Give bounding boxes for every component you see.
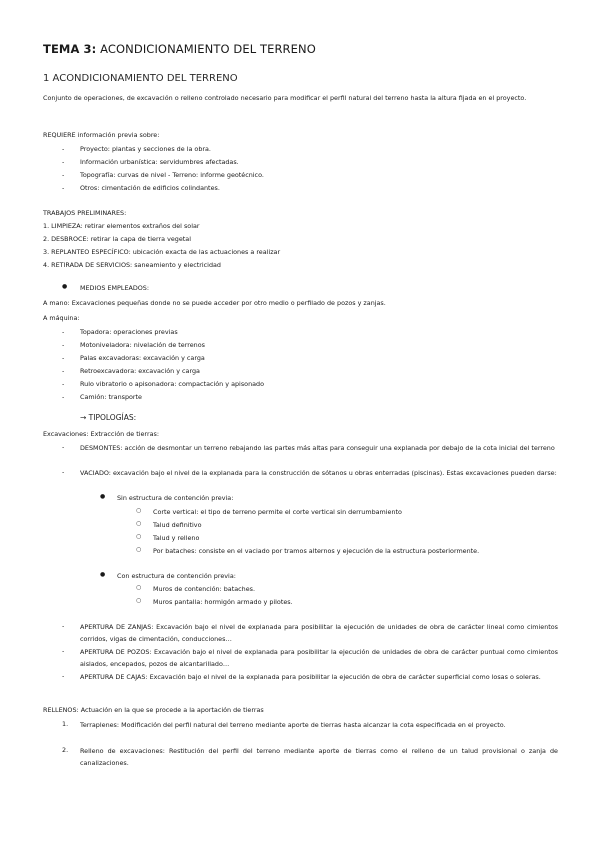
sin-estructura-label: Sin estructura de contención previa: bbox=[117, 494, 234, 502]
vaciado-paragraph: VACIADO: excavación bajo el nivel de la explanada para la construcción de sótanos u obras enterradas (piscinas). Estas excavaciones pueden darse: bbox=[80, 469, 557, 477]
desmontes-paragraph: DESMONTES: acción de desmontar un terreno rebajando las partes más altas para conseguir una explanada por debajo de la cota inicial del terreno bbox=[80, 444, 555, 452]
list-item: Corte vertical: el tipo de terreno permite el corte vertical sin derrumbamiento bbox=[153, 508, 402, 516]
list-item: Rulo vibratorio o apisonadora: compactación y apisonado bbox=[80, 380, 264, 388]
list-item: 3. REPLANTEO ESPECÍFICO: ubicación exacta de las actuaciones a realizar bbox=[43, 248, 281, 256]
circle-marker: ○ bbox=[136, 520, 142, 527]
dash-marker: - bbox=[62, 647, 65, 655]
list-item: 4. RETIRADA DE SERVICIOS: saneamiento y electricidad bbox=[43, 261, 221, 269]
a-maquina-label: A máquina: bbox=[43, 314, 80, 322]
dash-marker: - bbox=[62, 443, 65, 451]
list-item: Topadora: operaciones previas bbox=[80, 328, 178, 336]
list-item: Topografía: curvas de nivel - Terreno: informe geotécnico. bbox=[80, 171, 264, 179]
requiere-heading: REQUIERE información previa sobre: bbox=[43, 131, 160, 139]
bullet-marker: ● bbox=[100, 571, 106, 578]
dash-marker: - bbox=[62, 171, 65, 179]
circle-marker: ○ bbox=[136, 533, 142, 540]
list-item: Muros de contención: bataches. bbox=[153, 585, 255, 593]
dash-marker: - bbox=[62, 158, 65, 166]
list-number: 1. bbox=[62, 720, 69, 728]
document-title: TEMA 3: ACONDICIONAMIENTO DEL TERRENO bbox=[43, 42, 316, 56]
tipologias-heading: → TIPOLOGÍAS: bbox=[80, 413, 137, 422]
dash-marker: - bbox=[62, 468, 65, 476]
list-item: Por bataches: consiste en el vaciado por tramos alternos y ejecución de la estructura posteriormente. bbox=[153, 547, 480, 555]
list-number: 2. bbox=[62, 746, 69, 754]
circle-marker: ○ bbox=[136, 546, 142, 553]
cajas-paragraph: APERTURA DE CAJAS: Excavación bajo el nivel de la explanada para posibilitar la ejecución de obra de carácter superficial como losas o soleras. bbox=[80, 673, 541, 681]
list-item: Talud y relleno bbox=[153, 534, 200, 542]
excavaciones-label: Excavaciones: Extracción de tierras: bbox=[43, 430, 159, 438]
dash-marker: - bbox=[62, 380, 65, 388]
list-item: Información urbanística: servidumbres afectadas. bbox=[80, 158, 239, 166]
list-item: Palas excavadoras: excavación y carga bbox=[80, 354, 205, 362]
list-item: Talud definitivo bbox=[153, 521, 202, 529]
dash-marker: - bbox=[62, 145, 65, 153]
list-item: 2. DESBROCE: retirar la capa de tierra vegetal bbox=[43, 235, 191, 243]
circle-marker: ○ bbox=[136, 507, 142, 514]
dash-marker: - bbox=[62, 341, 65, 349]
zanjas-paragraph: APERTURA DE ZANJAS: Excavación bajo el nivel de explanada para posibilitar la ejecución de unidades de obra de carácter lineal como cimientos corridos, vigas de cimentación, conducciones… bbox=[80, 623, 559, 643]
list-item: Muros pantalla: hormigón armado y pilotes. bbox=[153, 598, 293, 606]
list-item: 1. LIMPIEZA: retirar elementos extraños del solar bbox=[43, 222, 200, 230]
dash-marker: - bbox=[62, 367, 65, 375]
dash-marker: - bbox=[62, 184, 65, 192]
trabajos-heading: TRABAJOS PRELIMINARES: bbox=[43, 209, 127, 217]
con-estructura-label: Con estructura de contención previa: bbox=[117, 572, 236, 580]
dash-marker: - bbox=[62, 354, 65, 362]
dash-marker: - bbox=[62, 393, 65, 401]
pozos-paragraph: APERTURA DE POZOS: Excavación bajo el nivel de explanada para posibilitar la ejecución de unidades de obra de carácter puntual como cimientos aislados, encepados, pozos de alcantarillado… bbox=[80, 648, 558, 668]
bullet-marker: ● bbox=[100, 493, 106, 500]
bullet-marker: ● bbox=[62, 283, 68, 290]
circle-marker: ○ bbox=[136, 597, 142, 604]
list-item: Retroexcavadora: excavación y carga bbox=[80, 367, 200, 375]
rellenos-heading: RELLENOS: Actuación en la que se procede a la aportación de tierras bbox=[43, 706, 264, 714]
intro-paragraph: Conjunto de operaciones, de excavación o relleno controlado necesario para modificar el perfil natural del terreno hasta la altura fijada en el proyecto. bbox=[43, 94, 527, 102]
list-item: Camión: transporte bbox=[80, 393, 142, 401]
circle-marker: ○ bbox=[136, 584, 142, 591]
a-mano-paragraph: A mano: Excavaciones pequeñas donde no se puede acceder por otro medio o perfilado de pozos y zanjas. bbox=[43, 299, 386, 307]
dash-marker: - bbox=[62, 622, 65, 630]
section-heading: 1 ACONDICIONAMIENTO DEL TERRENO bbox=[43, 73, 238, 84]
terraplenes-paragraph: Terraplenes: Modificación del perfil natural del terreno mediante aporte de tierras hasta alcanzar la cota especificada en el proyecto. bbox=[80, 721, 506, 729]
medios-heading: MEDIOS EMPLEADOS: bbox=[80, 284, 150, 292]
relleno-excavaciones-paragraph: Relleno de excavaciones: Restitución del perfil del terreno mediante aporte de tierras como el relleno de un talud provisional o zanja de canalizaciones. bbox=[80, 747, 558, 767]
list-item: Otros: cimentación de edificios colindantes. bbox=[80, 184, 220, 192]
list-item: Proyecto: plantas y secciones de la obra. bbox=[80, 145, 211, 153]
list-item: Motoniveladora: nivelación de terrenos bbox=[80, 341, 205, 349]
dash-marker: - bbox=[62, 328, 65, 336]
dash-marker: - bbox=[62, 672, 65, 680]
